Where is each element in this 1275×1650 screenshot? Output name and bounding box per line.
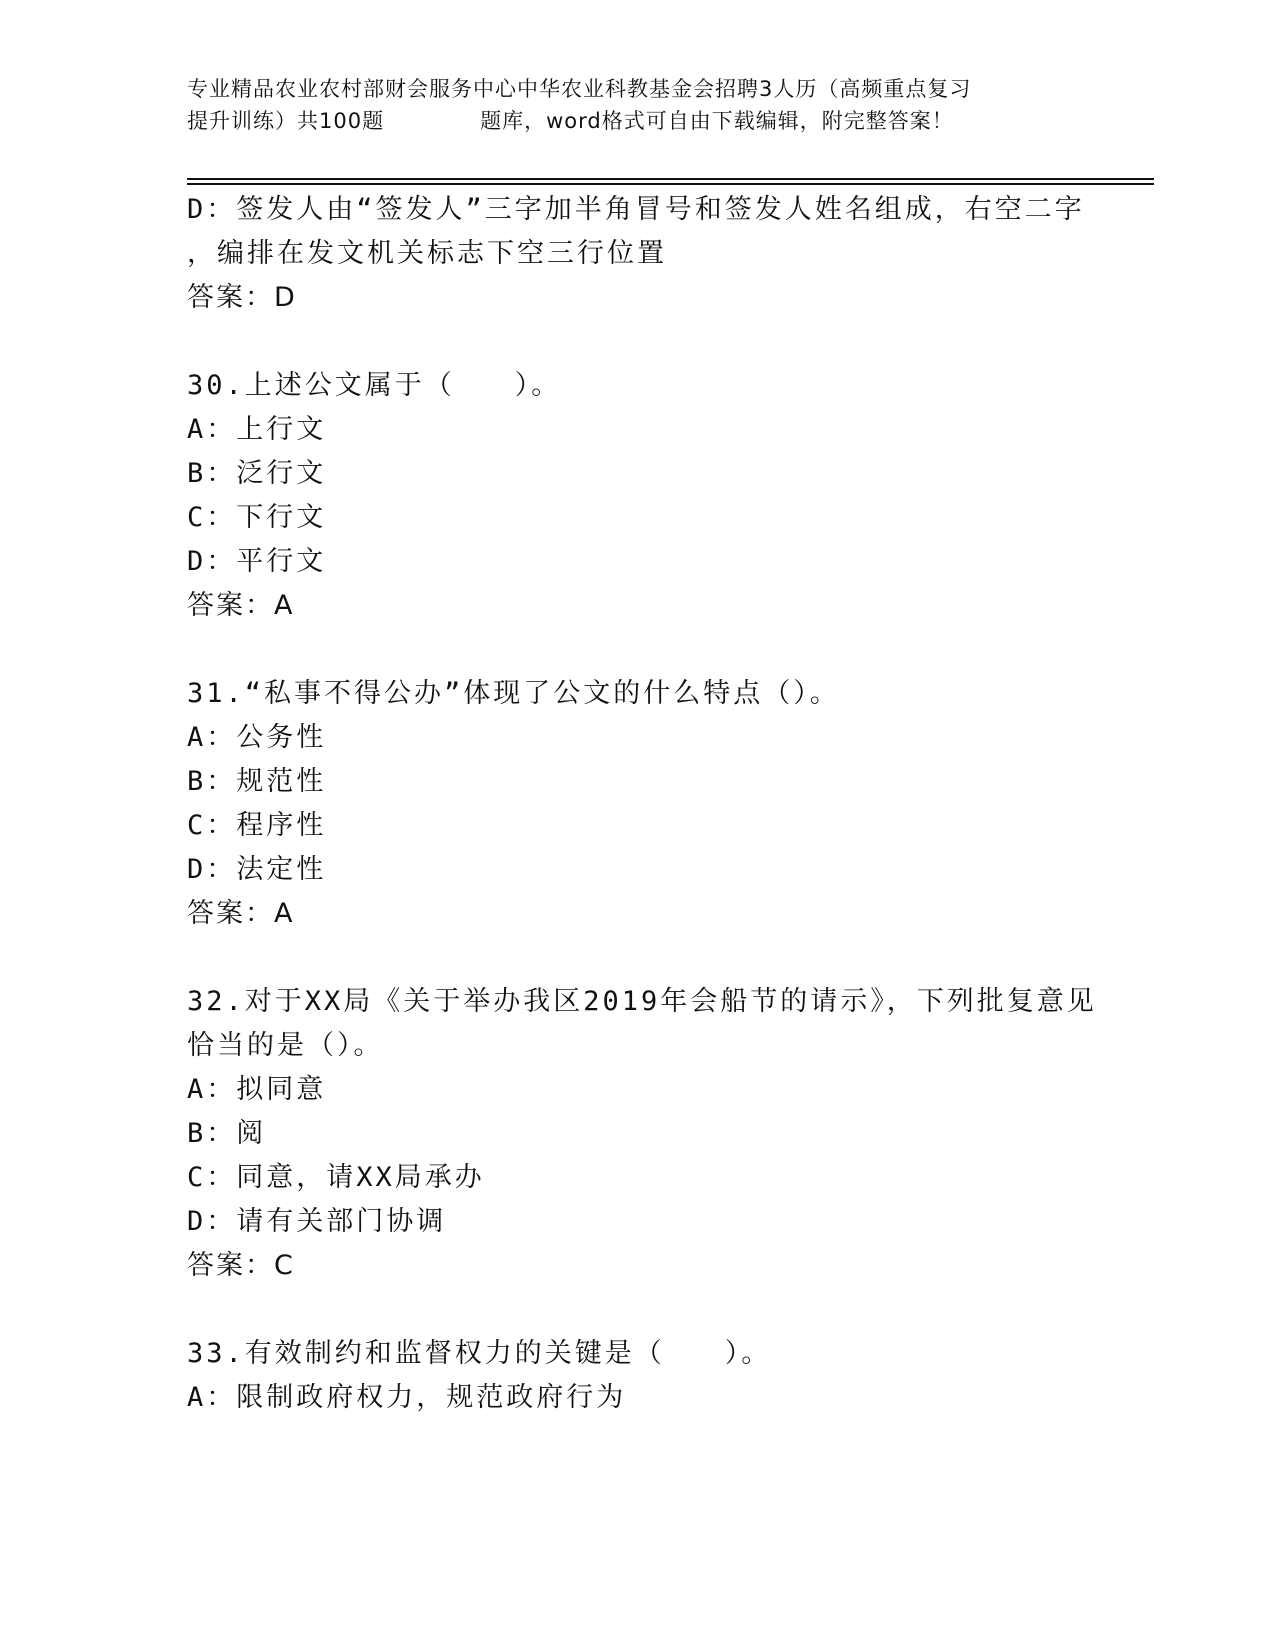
- answer-32: 答案：C: [187, 1250, 295, 1281]
- question-30-option-d: D：平行文: [187, 546, 327, 577]
- question-30-option-a: A：上行文: [187, 414, 327, 445]
- question-33-option-a: A：限制政府权力，规范政府行为: [187, 1382, 627, 1413]
- question-30-stem: 30.上述公文属于（ ）。: [187, 370, 562, 401]
- header-line-2-part-2: 题库，word格式可自由下载编辑，附完整答案！: [480, 109, 954, 133]
- question-33-stem: 33.有效制约和监督权力的关键是（ ）。: [187, 1338, 772, 1369]
- answer-30: 答案：A: [187, 590, 295, 621]
- question-32-option-d: D：请有关部门协调: [187, 1206, 447, 1237]
- question-32-option-b: B：阅: [187, 1118, 267, 1149]
- question-31-stem: 31.“私事不得公办”体现了公文的什么特点（）。: [187, 678, 840, 709]
- option-d-line-1: D：签发人由“签发人”三字加半角冒号和签发人姓名组成，右空二字: [187, 194, 1085, 225]
- question-30-option-b: B：泛行文: [187, 458, 327, 489]
- header-line-1: 专业精品农业农村部财会服务中心中华农业科教基金会招聘3人历（高频重点复习: [187, 77, 972, 101]
- question-30-option-c: C：下行文: [187, 502, 327, 533]
- header-line-2: [187, 105, 1087, 137]
- answer-29: 答案：D: [187, 282, 297, 313]
- question-32-option-c: C：同意，请XX局承办: [187, 1162, 485, 1193]
- answer-31: 答案：A: [187, 898, 295, 929]
- question-32-stem-line-1: 32.对于XX局《关于举办我区2019年会船节的请示》，下列批复意见: [187, 986, 1097, 1017]
- question-31-option-a: A：公务性: [187, 722, 327, 753]
- question-31-option-b: B：规范性: [187, 766, 327, 797]
- header-line-2-part-1: 提升训练）共100题: [187, 109, 385, 133]
- header-divider-top: [187, 178, 1154, 180]
- question-31-option-d: D：法定性: [187, 854, 327, 885]
- document-header: [187, 73, 1087, 137]
- option-d-line-2: ，编排在发文机关标志下空三行位置: [187, 238, 667, 269]
- question-32-option-a: A：拟同意: [187, 1074, 327, 1105]
- question-31-option-c: C：程序性: [187, 810, 327, 841]
- question-32-stem-line-2: 恰当的是（）。: [187, 1030, 384, 1061]
- header-divider-bottom: [187, 183, 1154, 185]
